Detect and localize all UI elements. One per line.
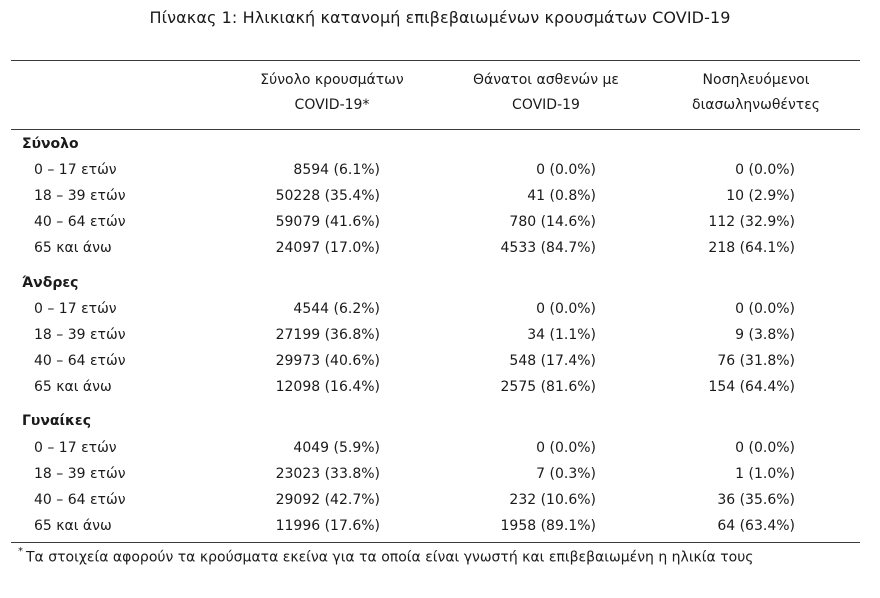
cell-deaths: 7 (0.3%) bbox=[536, 466, 596, 482]
table-title: Πίνακας 1: Ηλικιακή κατανομή επιβεβαιωμένων κρουσμάτων COVID-19 bbox=[149, 8, 731, 27]
cell-intubated: 10 (2.9%) bbox=[726, 188, 795, 204]
cell-intubated: 0 (0.0%) bbox=[735, 301, 795, 317]
cell-intubated: 64 (63.4%) bbox=[717, 518, 795, 534]
cell-total-cases: 27199 (36.8%) bbox=[275, 327, 380, 343]
table-row bbox=[0, 487, 880, 513]
cell-total-cases: 29092 (42.7%) bbox=[275, 492, 380, 508]
column-header-line: Θάνατοι ασθενών με bbox=[472, 72, 619, 88]
cell-deaths: 1958 (89.1%) bbox=[500, 518, 596, 534]
cell-deaths: 780 (14.6%) bbox=[509, 214, 596, 230]
group-heading-men: Άνδρες bbox=[22, 275, 79, 291]
table-row bbox=[0, 348, 880, 374]
cell-total-cases: 4049 (5.9%) bbox=[293, 440, 380, 456]
row-label: 0 – 17 ετών bbox=[34, 162, 117, 178]
cell-deaths: 548 (17.4%) bbox=[509, 353, 596, 369]
row-label: 65 και άνω bbox=[34, 240, 112, 256]
cell-intubated: 36 (35.6%) bbox=[717, 492, 795, 508]
cell-deaths: 0 (0.0%) bbox=[536, 162, 596, 178]
cell-deaths: 4533 (84.7%) bbox=[500, 240, 596, 256]
table-row bbox=[0, 235, 880, 261]
footnote-mark: * bbox=[18, 546, 23, 557]
cell-intubated: 112 (32.9%) bbox=[708, 214, 795, 230]
cell-total-cases: 23023 (33.8%) bbox=[275, 466, 380, 482]
footnote-text: Τα στοιχεία αφορούν τα κρούσματα εκείνα για τα οποία είναι γνωστή και επιβεβαιωμένη η ηλικία τους bbox=[26, 549, 754, 566]
table-row bbox=[0, 461, 880, 487]
row-label: 0 – 17 ετών bbox=[34, 440, 117, 456]
cell-intubated: 154 (64.4%) bbox=[708, 379, 795, 395]
table-row bbox=[0, 435, 880, 461]
column-header-line: Σύνολο κρουσμάτων bbox=[260, 72, 404, 88]
cell-intubated: 218 (64.1%) bbox=[708, 240, 795, 256]
cell-deaths: 0 (0.0%) bbox=[536, 301, 596, 317]
table-row bbox=[0, 322, 880, 348]
row-label: 40 – 64 ετών bbox=[34, 214, 126, 230]
table-row bbox=[0, 513, 880, 539]
cell-deaths: 34 (1.1%) bbox=[527, 327, 596, 343]
column-header-intubated bbox=[646, 68, 866, 118]
group-heading-women: Γυναίκες bbox=[22, 413, 92, 429]
group-heading-total: Σύνολο bbox=[22, 136, 79, 152]
row-label: 18 – 39 ετών bbox=[34, 327, 126, 343]
column-header-deaths bbox=[436, 68, 656, 118]
row-label: 40 – 64 ετών bbox=[34, 492, 126, 508]
table-row bbox=[0, 157, 880, 183]
table-row bbox=[0, 296, 880, 322]
column-header-line: COVID-19 bbox=[512, 97, 580, 113]
cell-total-cases: 29973 (40.6%) bbox=[275, 353, 380, 369]
cell-intubated: 0 (0.0%) bbox=[735, 440, 795, 456]
bottom-rule bbox=[11, 542, 860, 543]
cell-deaths: 232 (10.6%) bbox=[509, 492, 596, 508]
table-row bbox=[0, 374, 880, 400]
cell-deaths: 2575 (81.6%) bbox=[500, 379, 596, 395]
row-label: 18 – 39 ετών bbox=[34, 466, 126, 482]
cell-total-cases: 11996 (17.6%) bbox=[275, 518, 380, 534]
cell-intubated: 76 (31.8%) bbox=[717, 353, 795, 369]
table-row bbox=[0, 209, 880, 235]
row-label: 65 και άνω bbox=[34, 518, 112, 534]
cell-total-cases: 4544 (6.2%) bbox=[293, 301, 380, 317]
row-label: 0 – 17 ετών bbox=[34, 301, 117, 317]
top-rule bbox=[11, 60, 860, 61]
column-header-total-cases bbox=[222, 68, 442, 118]
row-label: 65 και άνω bbox=[34, 379, 112, 395]
header-rule bbox=[11, 129, 860, 130]
column-header-line: COVID-19* bbox=[294, 97, 370, 113]
column-header-line: διασωληνωθέντες bbox=[692, 97, 820, 113]
cell-total-cases: 12098 (16.4%) bbox=[275, 379, 380, 395]
cell-total-cases: 59079 (41.6%) bbox=[275, 214, 380, 230]
table-row bbox=[0, 183, 880, 209]
footnote bbox=[18, 548, 754, 566]
cell-intubated: 1 (1.0%) bbox=[735, 466, 795, 482]
cell-intubated: 9 (3.8%) bbox=[735, 327, 795, 343]
column-header-line: Νοσηλευόμενοι bbox=[702, 72, 810, 88]
cell-total-cases: 50228 (35.4%) bbox=[275, 188, 380, 204]
cell-deaths: 0 (0.0%) bbox=[536, 440, 596, 456]
cell-deaths: 41 (0.8%) bbox=[527, 188, 596, 204]
cell-total-cases: 24097 (17.0%) bbox=[275, 240, 380, 256]
cell-total-cases: 8594 (6.1%) bbox=[293, 162, 380, 178]
row-label: 18 – 39 ετών bbox=[34, 188, 126, 204]
cell-intubated: 0 (0.0%) bbox=[735, 162, 795, 178]
row-label: 40 – 64 ετών bbox=[34, 353, 126, 369]
